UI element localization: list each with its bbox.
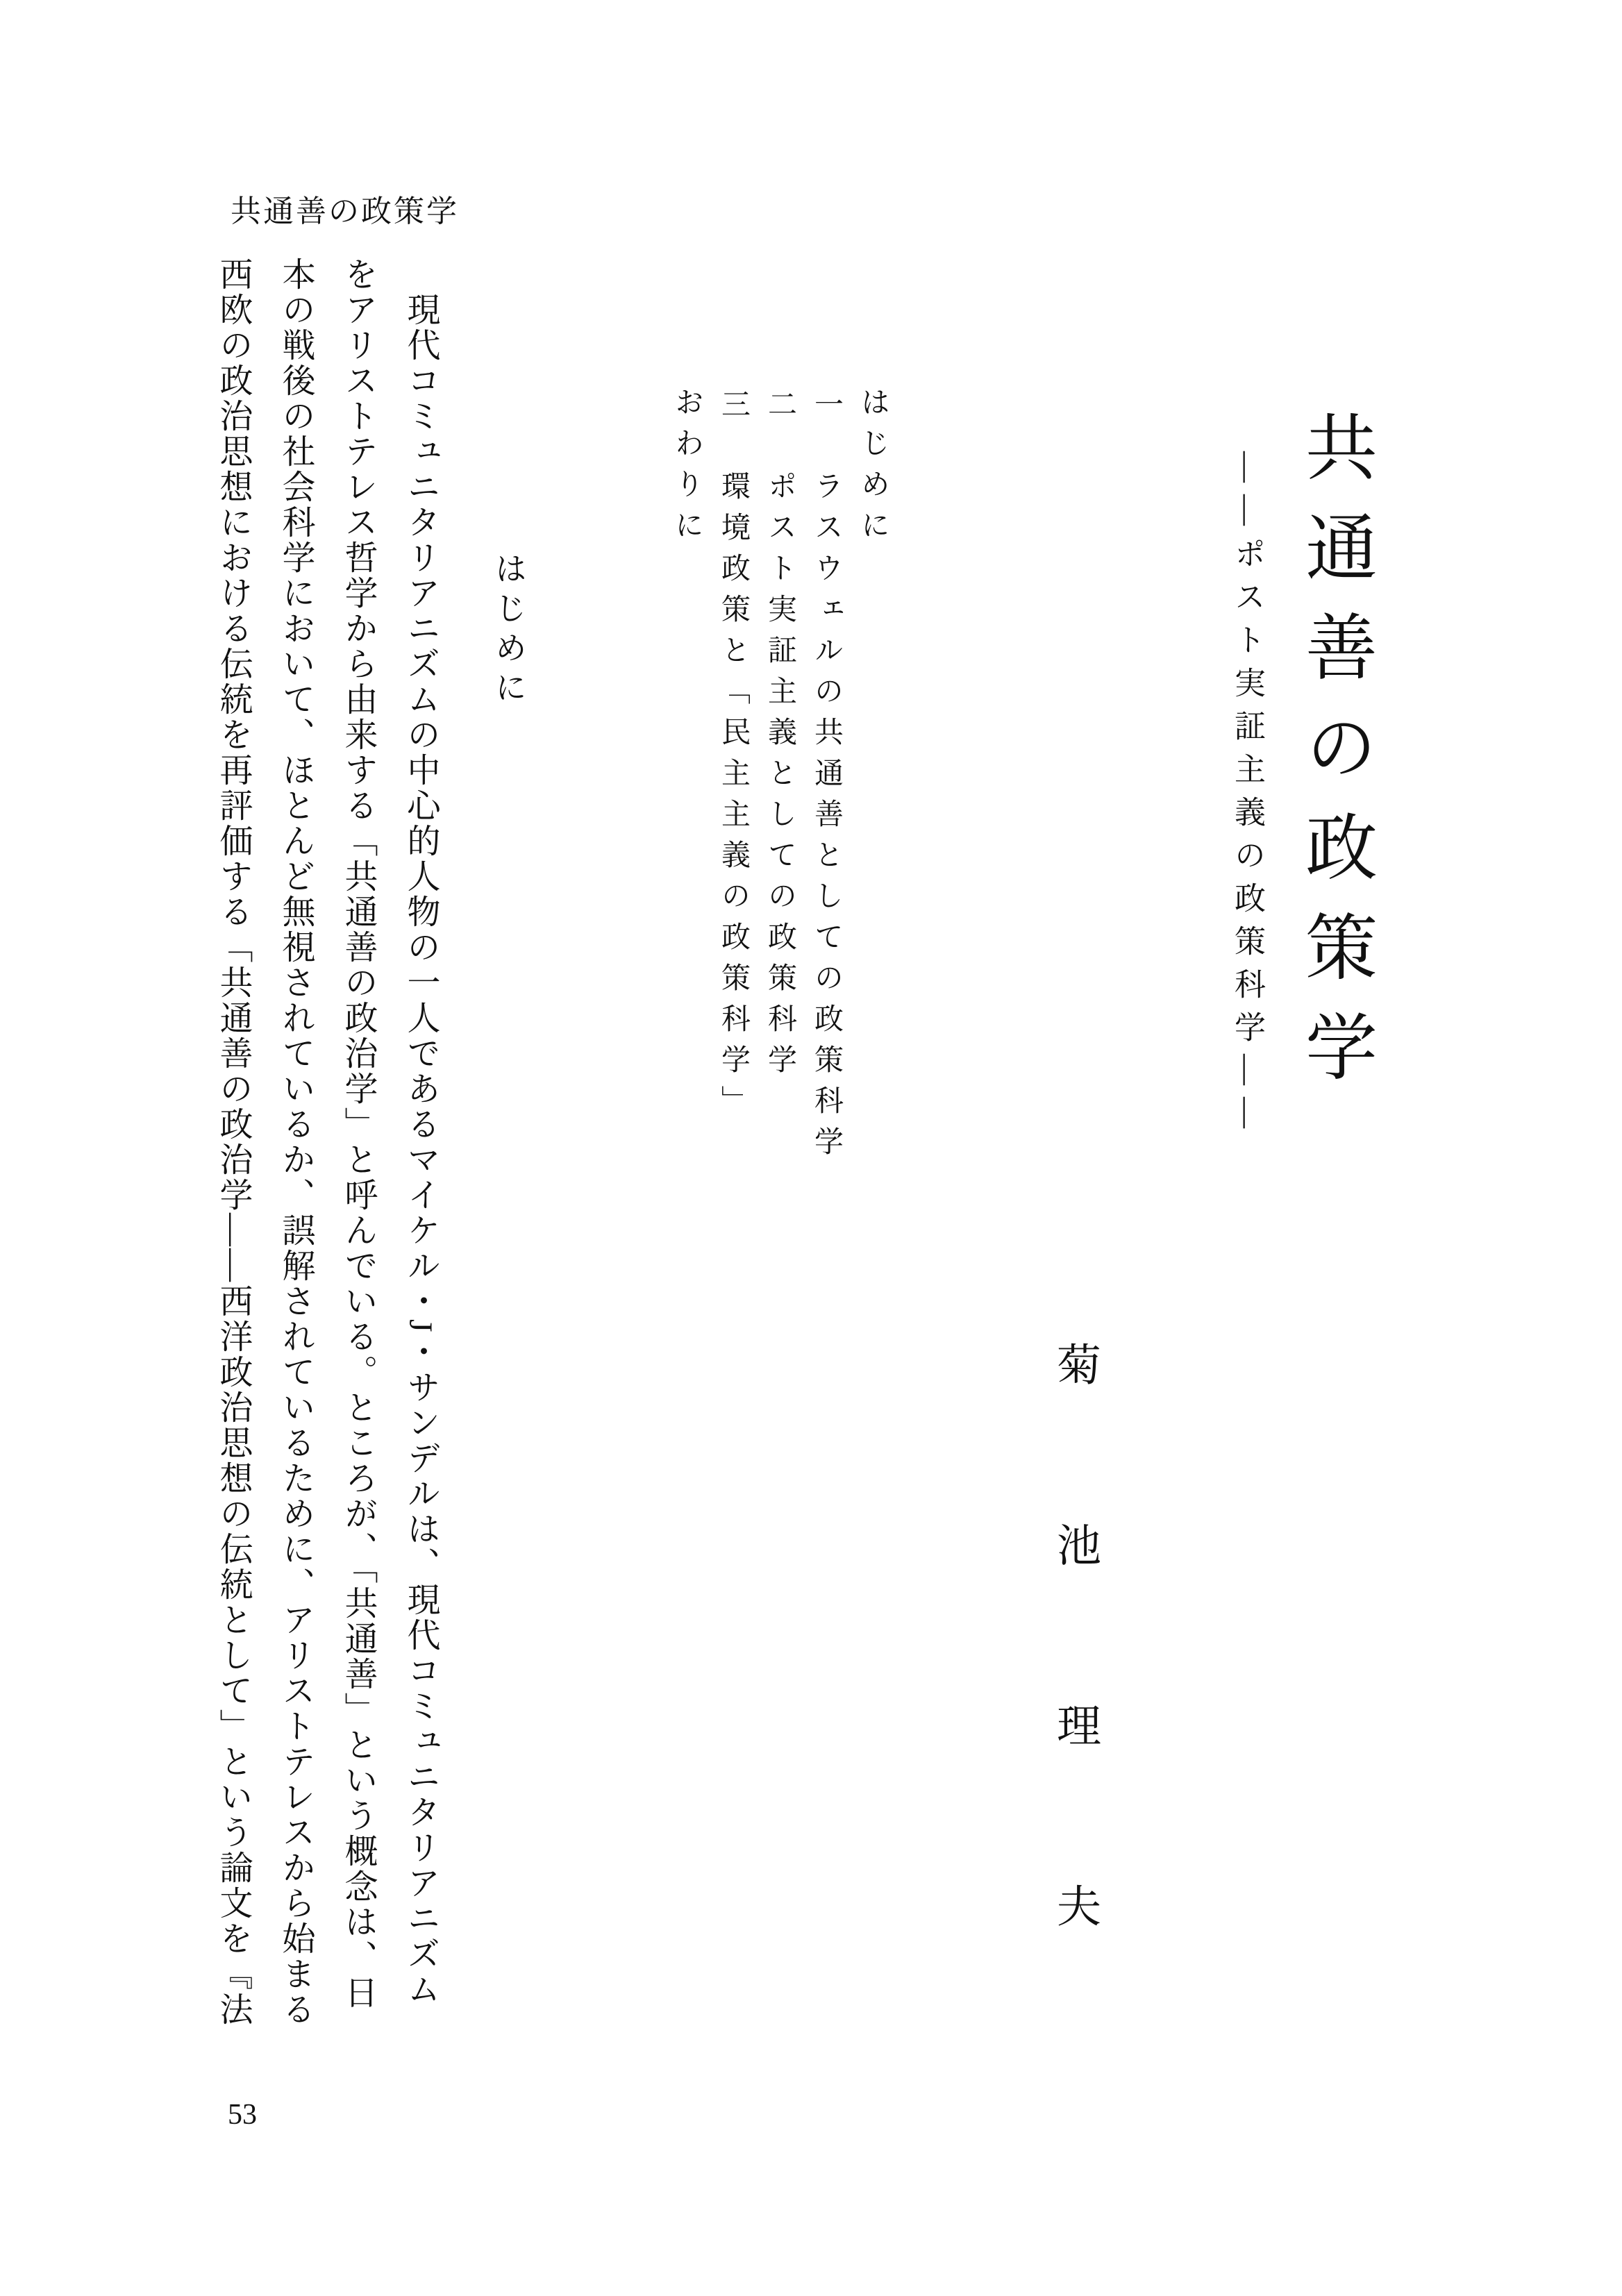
toc-item-section-2: 二 ポスト実証主義としての政策科学 xyxy=(764,389,796,1085)
body-column: 現代コミュニタリアニズムの中心的人物の一人であるマイケル・J・サンデルは、現代コミュニタリアニズム xyxy=(402,292,439,2007)
toc-item-section-3: 三 環境政策と「民主主義の政策科学」 xyxy=(717,389,749,1126)
running-header: 共通善の政策学 xyxy=(231,194,459,228)
body-column: 西欧の政治思想における伝統を再評価する「共通善の政治学――西洋政治思想の伝統として」という論文を『法 xyxy=(215,257,251,2027)
toc-item-hajimeni: はじめに xyxy=(857,387,889,551)
toc-item-section-1: 一 ラスウェルの共通善としての政策科学 xyxy=(810,389,842,1167)
body-column: をアリストテレス哲学から由来する「共通善の政治学」と呼んでいる。ところが、「共通善」という概念は、日 xyxy=(340,257,376,2011)
section-heading: はじめに xyxy=(491,552,526,710)
author-name: 菊池理夫 xyxy=(1051,1341,1100,2063)
body-column: 本の戦後の社会科学において、ほとんど無視されているか、誤解されているために、アリストテレスから始まる xyxy=(277,257,314,2027)
toc-item-owarini: おわりに xyxy=(671,387,703,551)
article-subtitle: ――ポスト実証主義の政策科学―― xyxy=(1230,451,1264,1140)
page-number: 53 xyxy=(228,2099,257,2131)
article-title: 共通善の政策学 xyxy=(1294,410,1374,1109)
